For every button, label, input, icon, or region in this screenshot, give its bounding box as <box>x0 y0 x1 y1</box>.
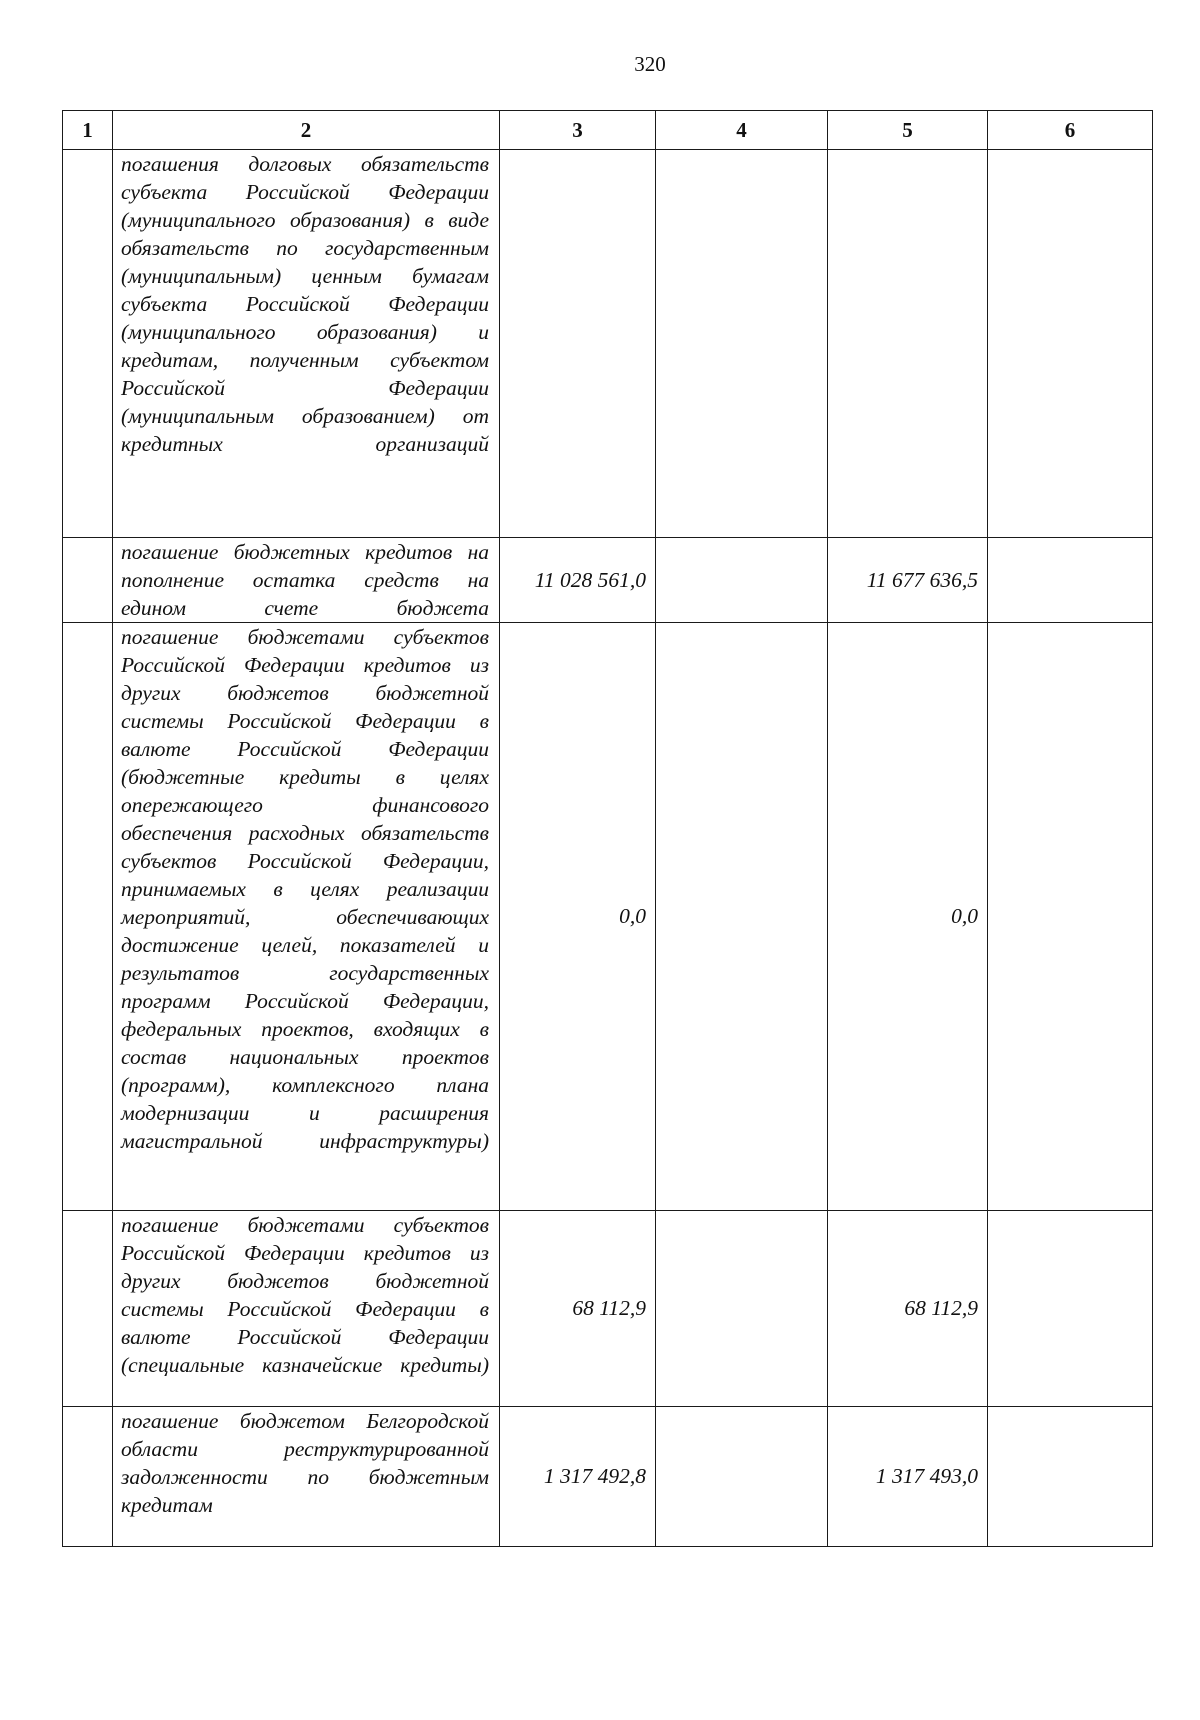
column-3-value <box>500 150 656 538</box>
column-6-value <box>988 1211 1153 1407</box>
row-description: погашение бюджетами субъектов Российской Федерации кредитов из других бюджетов бюджетной системы Российской Федерации в валюте Российской Федерации (специальные казначейские кредиты) <box>113 1211 500 1407</box>
column-4-value <box>656 150 828 538</box>
column-5-value <box>828 150 988 538</box>
column-header-4: 4 <box>656 111 828 150</box>
column-3-value: 11 028 561,0 <box>500 538 656 623</box>
row-number-cell <box>63 150 113 538</box>
table-row <box>63 150 1153 538</box>
column-3-value: 1 317 492,8 <box>500 1407 656 1547</box>
table-row <box>63 538 1153 623</box>
column-4-value <box>656 1407 828 1547</box>
budget-table <box>62 110 1153 1547</box>
column-6-value <box>988 538 1153 623</box>
column-5-value: 68 112,9 <box>828 1211 988 1407</box>
column-header-2: 2 <box>113 111 500 150</box>
row-number-cell <box>63 1407 113 1547</box>
column-6-value <box>988 150 1153 538</box>
row-number-cell <box>63 623 113 1211</box>
row-description: погашение бюджетами субъектов Российской Федерации кредитов из других бюджетов бюджетной системы Российской Федерации в валюте Российской Федерации (бюджетные кредиты в целях опережающего финансового обеспечения расходных обязательств субъектов Российской Федерации, принимаемых в целях реализации мероприятий, обеспечивающих достижение целей, показателей и результатов государственных программ Российской Федерации, федеральных проектов, входящих в состав национальных проектов (программ), комплексного плана модернизации и расширения магистральной инфраструктуры) <box>113 623 500 1211</box>
column-4-value <box>656 538 828 623</box>
row-description: погашение бюджетом Белгородской области реструктурированной задолженности по бюджетным кредитам <box>113 1407 500 1547</box>
table-row <box>63 623 1153 1211</box>
page-number: 320 <box>634 52 666 76</box>
row-number-cell <box>63 1211 113 1407</box>
column-4-value <box>656 1211 828 1407</box>
column-5-value: 1 317 493,0 <box>828 1407 988 1547</box>
column-5-value: 0,0 <box>828 623 988 1211</box>
column-4-value <box>656 623 828 1211</box>
column-6-value <box>988 623 1153 1211</box>
row-number-cell <box>63 538 113 623</box>
column-6-value <box>988 1407 1153 1547</box>
column-header-1: 1 <box>63 111 113 150</box>
column-3-value: 0,0 <box>500 623 656 1211</box>
row-description: погашение бюджетных кредитов на пополнение остатка средств на едином счете бюджета <box>113 538 500 623</box>
table-header-row <box>63 111 1153 150</box>
column-header-3: 3 <box>500 111 656 150</box>
column-header-5: 5 <box>828 111 988 150</box>
column-5-value: 11 677 636,5 <box>828 538 988 623</box>
table-row <box>63 1211 1153 1407</box>
table-row <box>63 1407 1153 1547</box>
column-header-6: 6 <box>988 111 1153 150</box>
column-3-value: 68 112,9 <box>500 1211 656 1407</box>
row-description: погашения долговых обязательств субъекта Российской Федерации (муниципального образования) в виде обязательств по государственным (муниципальным) ценным бумагам субъекта Российской Федерации (муниципального образования) и кредитам, полученным субъектом Российской Федерации (муниципальным образованием) от кредитных организаций <box>113 150 500 538</box>
